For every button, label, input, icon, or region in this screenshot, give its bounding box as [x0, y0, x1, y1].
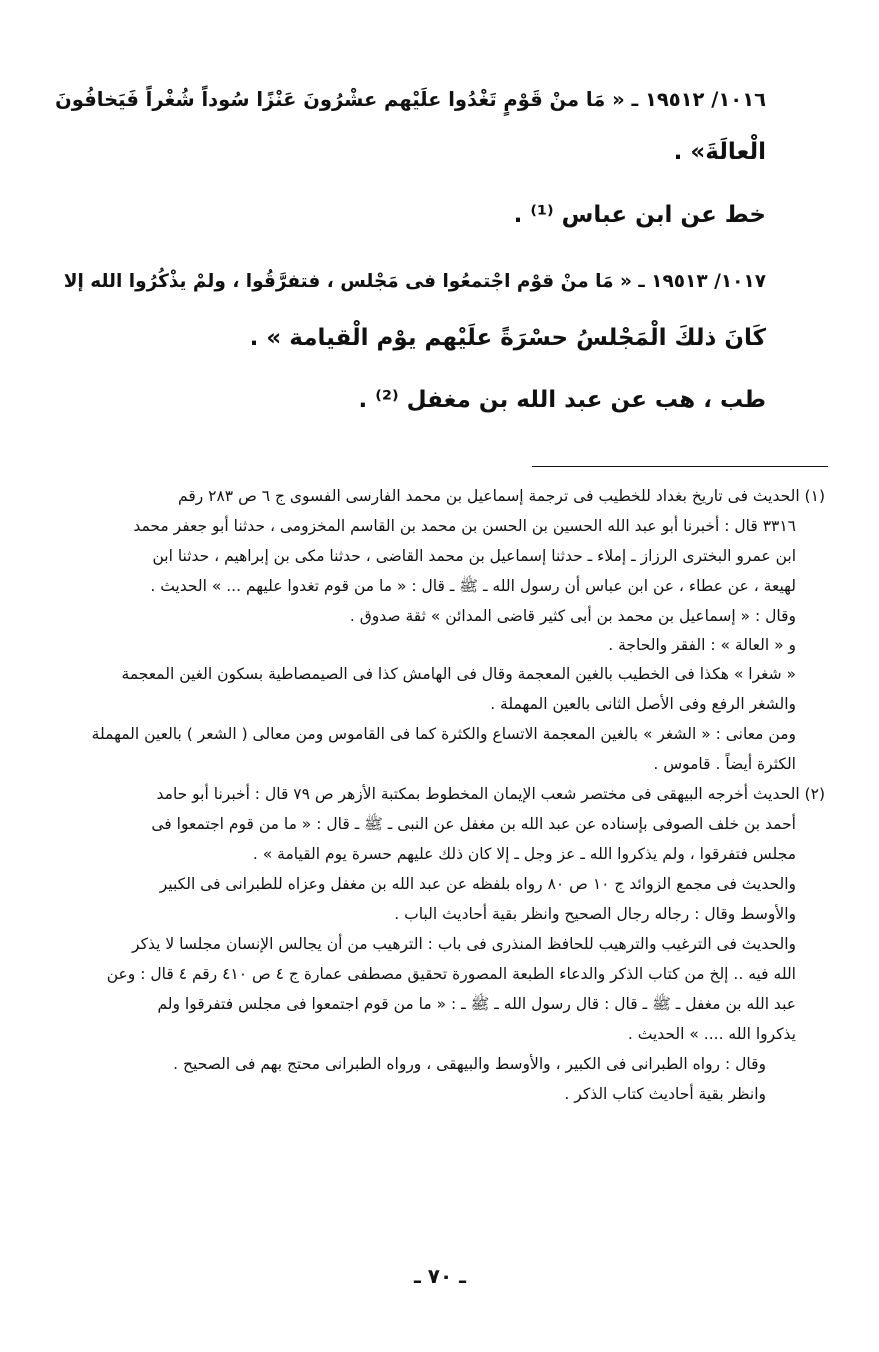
hadith-1017-line-2: كَانَ ذلكَ الْمَجْلسُ حسْرَةً علَيْهم يوْم الْقيامة » . [249, 325, 766, 351]
footnote-2-line: والأوسط وقال : رجاله رجال الصحيح وانظر بقية أحاديث الباب . [394, 905, 796, 923]
footnote-2-line: يذكروا الله .... » الحديث . [627, 1025, 796, 1043]
footnote-2-line: عبد الله بن مغفل ـ ﷺ ـ قال : قال رسول الله ـ ﷺ ـ : « ما من قوم اجتمعوا فى مجلس فتفرقوا ولم [157, 995, 796, 1013]
footnote-1-line: والشغر الرفع وفى الأصل الثانى بالعين المهملة . [490, 695, 796, 713]
hadith-1016-line-1: ١٠١٦/ ١٩٥١٢ ـ « مَا منْ قَوْمٍ تَغْدُوا علَيْهم عشْرُونَ عَنْزًا سُوداً شُغْراً فَيَخافُونَ [55, 88, 766, 111]
footnote-1-line: لهيعة ، عن عطاء ، عن ابن عباس أن رسول الله ـ ﷺ ـ قال : « ما من قوم تغدوا عليهم ... » الحديث . [150, 577, 796, 595]
hadith-1017-line-1: ١٠١٧/ ١٩٥١٣ ـ « مَا منْ قوْم اجْتمعُوا فى مَجْلس ، فتفرَّقُوا ، ولمْ يذْكُرُوا الله إلا [63, 271, 766, 292]
footnote-1-line: (١) الحديث فى تاريخ بغداد للخطيب فى ترجمة إسماعيل بن محمد الفارسى الفسوى ج ٦ ص ٢٨٣ رقم [178, 487, 825, 505]
footnote-2-line: أحمد بن خلف الصوفى بإسناده عن عبد الله بن مغفل عن النبى ـ ﷺ ـ قال : « ما من قوم اجتمعوا فى [151, 815, 796, 833]
footnote-2-line: (٢) الحديث أخرجه البيهقى فى مختصر شعب الإيمان المخطوط بمكتبة الأزهر ص ٧٩ قال : أخبرنا أبو حامد [156, 785, 825, 803]
footnote-2-line: وانظر بقية أحاديث كتاب الذكر . [564, 1085, 766, 1103]
footnote-1-line: « شغرا » هكذا فى الخطيب بالغين المعجمة وقال فى الهامش كذا فى الصيمصاطية بسكون الغين المعجمة [121, 665, 796, 683]
footnote-2-line: والحديث فى الترغيب والترهيب للحافظ المنذرى فى باب : الترهيب من أن يجالس الإنسان مجلسا لا يذكر [132, 935, 796, 953]
footnote-separator [532, 466, 828, 467]
footnote-1-line: ابن عمرو البخترى الرزاز ـ إملاء ـ حدثنا إسماعيل بن محمد القاضى ، حدثنا مكى بن إبراهيم ، حدثنا ابن [152, 547, 796, 565]
footnote-1-line: ٣٣١٦ قال : أخبرنا أبو عبد الله الحسين بن الحسن بن محمد بن القاسم المخزومى ، حدثنا أبو جعفر محمد [133, 517, 796, 535]
footnote-1-line: الكثرة أيضاً . قاموس . [653, 755, 796, 773]
footnote-2-line: والحديث فى مجمع الزوائد ج ١٠ ص ٨٠ رواه بلفظه عن عبد الله بن مغفل وعزاه للطبرانى فى الكبير [159, 875, 796, 893]
hadith-1017-source: طب ، هب عن عبد الله بن مغفل ⁽²⁾ . [358, 387, 766, 413]
footnote-1-line: و « العالة » : الفقر والحاجة . [608, 636, 796, 654]
footnote-2-line: مجلس فتفرقوا ، ولم يذكروا الله ـ عز وجل ـ إلا كان ذلك عليهم حسرة يوم القيامة » . [252, 845, 796, 863]
hadith-1016-source: خط عن ابن عباس ⁽¹⁾ . [513, 202, 766, 228]
footnote-1-line: وقال : « إسماعيل بن محمد بن أبى كثير قاضى المدائن » ثقة صدوق . [349, 607, 796, 625]
page-number: ـ ٧٠ ـ [413, 1264, 467, 1288]
footnote-2-line: الله فيه .. إلخ من كتاب الذكر والدعاء الطبعة المصورة تحقيق مصطفى عمارة ج ٤ ص ٤١٠ رقم ٤ قال : وعن [106, 965, 796, 983]
footnote-1-line: ومن معانى : « الشغر » بالغين المعجمة الاتساع والكثرة كما فى القاموس ومن معالى ( الشعر ) بالعين المهملة [91, 725, 796, 743]
hadith-1016-line-2: الْعالَةَ» . [673, 139, 766, 165]
footnote-2-line: وقال : رواه الطبرانى فى الكبير ، والأوسط والبيهقى ، ورواه الطبرانى محتج بهم فى الصحيح . [173, 1055, 766, 1073]
